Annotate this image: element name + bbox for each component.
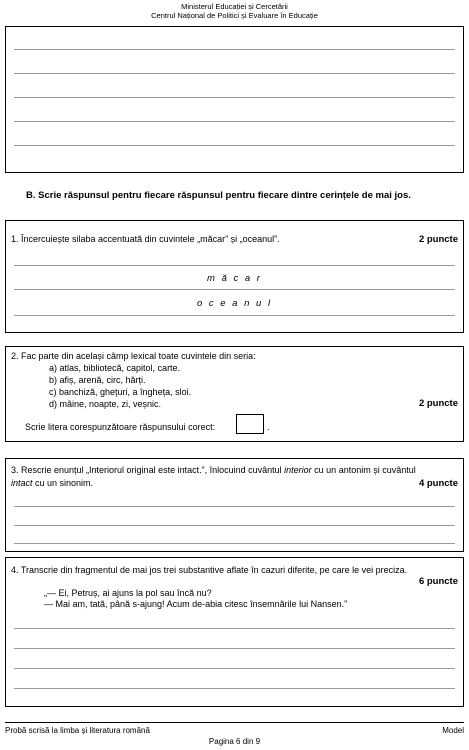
answer-line (14, 73, 455, 74)
answer-line (14, 506, 455, 507)
question-4-points: 6 puncte (418, 576, 458, 587)
answer-letter-box[interactable] (236, 414, 264, 434)
footer-model: Model (442, 726, 464, 735)
word-intact: intact (11, 478, 33, 488)
question-3-box (5, 458, 464, 552)
question-3-text-start: 3. Rescrie enunțul „Interiorul original este intact.”, înlocuind cuvântul (11, 465, 285, 475)
question-1-points: 2 puncte (418, 234, 458, 245)
question-3-points: 4 puncte (418, 478, 458, 489)
option-b: b) afiș, arenă, circ, hărți. (49, 375, 146, 385)
page-number: Pagina 6 din 9 (208, 737, 261, 746)
question-1-box (5, 220, 464, 333)
answer-line (14, 525, 455, 526)
question-3-text (11, 465, 459, 476)
question-2-box (5, 346, 464, 442)
answer-line (14, 145, 455, 146)
answer-line (14, 628, 455, 629)
question-3-text-line2 (11, 478, 93, 489)
question-2-text: 2. Fac parte din același câmp lexical toate cuvintele din seria: (11, 351, 256, 361)
answer-line (14, 668, 455, 669)
answer-line (14, 688, 455, 689)
word-macar[interactable]: m ă c a r (207, 273, 262, 284)
answer-line (14, 49, 455, 50)
answer-line (14, 648, 455, 649)
answer-line (14, 289, 455, 290)
section-b-title: B. Scrie răspunsul pentru fiecare răspunsul pentru fiecare dintre cerințele de mai jos. (26, 190, 411, 201)
answer-line (14, 265, 455, 266)
question-3-text-mid: cu un antonim și cuvântul (311, 465, 416, 475)
option-c: c) banchiză, ghețuri, a îngheța, sloi. (49, 387, 192, 397)
fragment-line-2: — Mai am, tată, până s-ajung! Acum de-abia citesc însemnările lui Nansen.” (44, 599, 348, 609)
fragment-line-1: „— Ei, Petruș, ai ajuns la pol sau încă nu? (44, 588, 212, 598)
answer-line (14, 543, 455, 544)
answer-line (14, 315, 455, 316)
answer-prompt-period: . (267, 422, 270, 432)
word-interior: interior (284, 465, 312, 475)
option-d: d) mâine, noapte, zi, veșnic. (49, 399, 162, 409)
question-2-points: 2 puncte (418, 398, 458, 409)
word-oceanul[interactable]: o c e a n u l (196, 298, 273, 309)
answer-prompt: Scrie litera corespunzătoare răspunsului corect: (25, 422, 216, 432)
footer-divider (5, 722, 464, 723)
answer-line (14, 121, 455, 122)
question-4-box (5, 557, 464, 707)
page-header (0, 2, 469, 20)
question-4-text: 4. Transcrie din fragmentul de mai jos trei substantive aflate în cazuri diferite, pe care le vei preciza. (11, 565, 408, 575)
question-1-text: 1. Încercuiește silaba accentuată din cuvintele „măcar” și „oceanul”. (11, 234, 280, 244)
answer-box-previous[interactable] (5, 26, 464, 173)
center-name: Centrul Național de Politici și Evaluare în Educație (151, 11, 318, 20)
ministry-name: Ministerul Educației și Cercetării (181, 2, 288, 11)
question-3-text-end: cu un sinonim. (32, 478, 94, 488)
option-a: a) atlas, bibliotecă, capitol, carte. (49, 363, 181, 373)
footer-subject: Probă scrisă la limba și literatura română (5, 726, 150, 735)
answer-line (14, 97, 455, 98)
